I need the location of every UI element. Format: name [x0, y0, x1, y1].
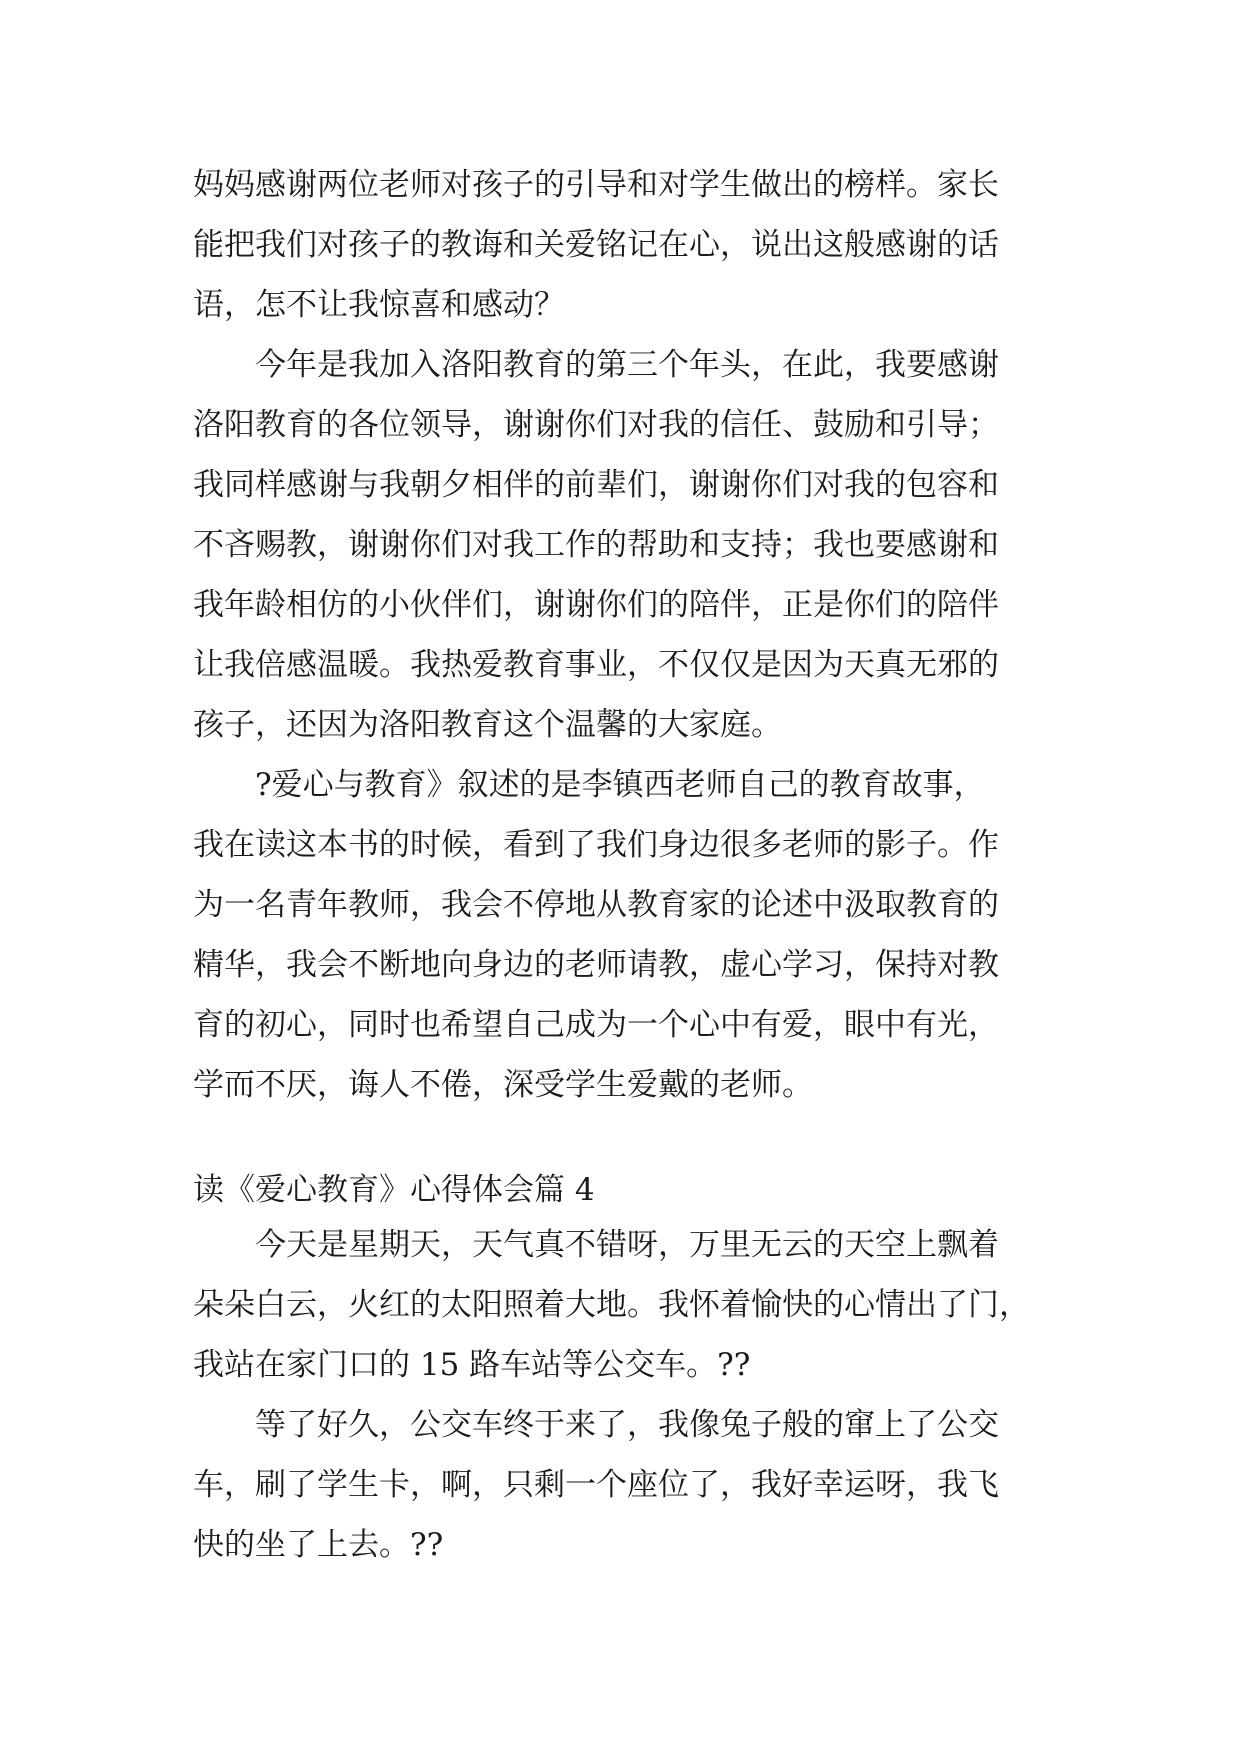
paragraph-4	[193, 1215, 1051, 1395]
text-line: 让我倍感温暖。我热爱教育事业，不仅仅是因为天真无邪的	[193, 647, 999, 683]
text-line: 洛阳教育的各位领导，谢谢你们对我的信任、鼓励和引导；	[193, 407, 999, 443]
text-line: 不吝赐教，谢谢你们对我工作的帮助和支持；我也要感谢和	[193, 527, 999, 563]
text-line: 能把我们对孩子的教诲和关爱铭记在心，说出这般感谢的话	[193, 227, 999, 263]
paragraph-5	[193, 1395, 1051, 1575]
text-line: 等了好久，公交车终于来了，我像兔子般的窜上了公交	[255, 1407, 999, 1443]
text-line: 快的坐了上去。??	[193, 1527, 444, 1563]
text-line: 孩子，还因为洛阳教育这个温馨的大家庭。	[193, 707, 782, 743]
paragraph-3	[193, 755, 1051, 1115]
text-line: 朵朵白云，火红的太阳照着大地。我怀着愉快的心情出了门，	[193, 1287, 1030, 1323]
paragraph-2	[193, 335, 1051, 755]
text-line: 我站在家门口的 15 路车站等公交车。??	[193, 1347, 751, 1383]
text-line: 学而不厌，诲人不倦，深受学生爱戴的老师。	[193, 1067, 813, 1103]
text-line: 妈妈感谢两位老师对孩子的引导和对学生做出的榜样。家长	[193, 167, 999, 203]
text-line: 为一名青年教师，我会不停地从教育家的论述中汲取教育的	[193, 887, 999, 923]
text-line: 精华，我会不断地向身边的老师请教，虚心学习，保持对教	[193, 947, 999, 983]
text-line: 车，刷了学生卡，啊，只剩一个座位了，我好幸运呀，我飞	[193, 1467, 999, 1503]
text-line: 今年是我加入洛阳教育的第三个年头，在此，我要感谢	[255, 347, 999, 383]
paragraph-1	[193, 155, 1051, 335]
text-line: ?爱心与教育》叙述的是李镇西老师自己的教育故事，	[255, 767, 985, 803]
text-line: 我在读这本书的时候，看到了我们身边很多老师的影子。作	[193, 827, 999, 863]
document-body	[193, 155, 1051, 1575]
section-spacer	[193, 1115, 1051, 1165]
text-line: 语，怎不让我惊喜和感动？	[193, 287, 565, 323]
section-heading: 读《爱心教育》心得体会篇 4	[193, 1172, 595, 1208]
text-line: 今天是星期天，天气真不错呀，万里无云的天空上飘着	[255, 1227, 999, 1263]
text-line: 我年龄相仿的小伙伴们，谢谢你们的陪伴，正是你们的陪伴	[193, 587, 999, 623]
text-line: 我同样感谢与我朝夕相伴的前辈们，谢谢你们对我的包容和	[193, 467, 999, 503]
text-line: 育的初心，同时也希望自己成为一个心中有爱，眼中有光，	[193, 1007, 999, 1043]
